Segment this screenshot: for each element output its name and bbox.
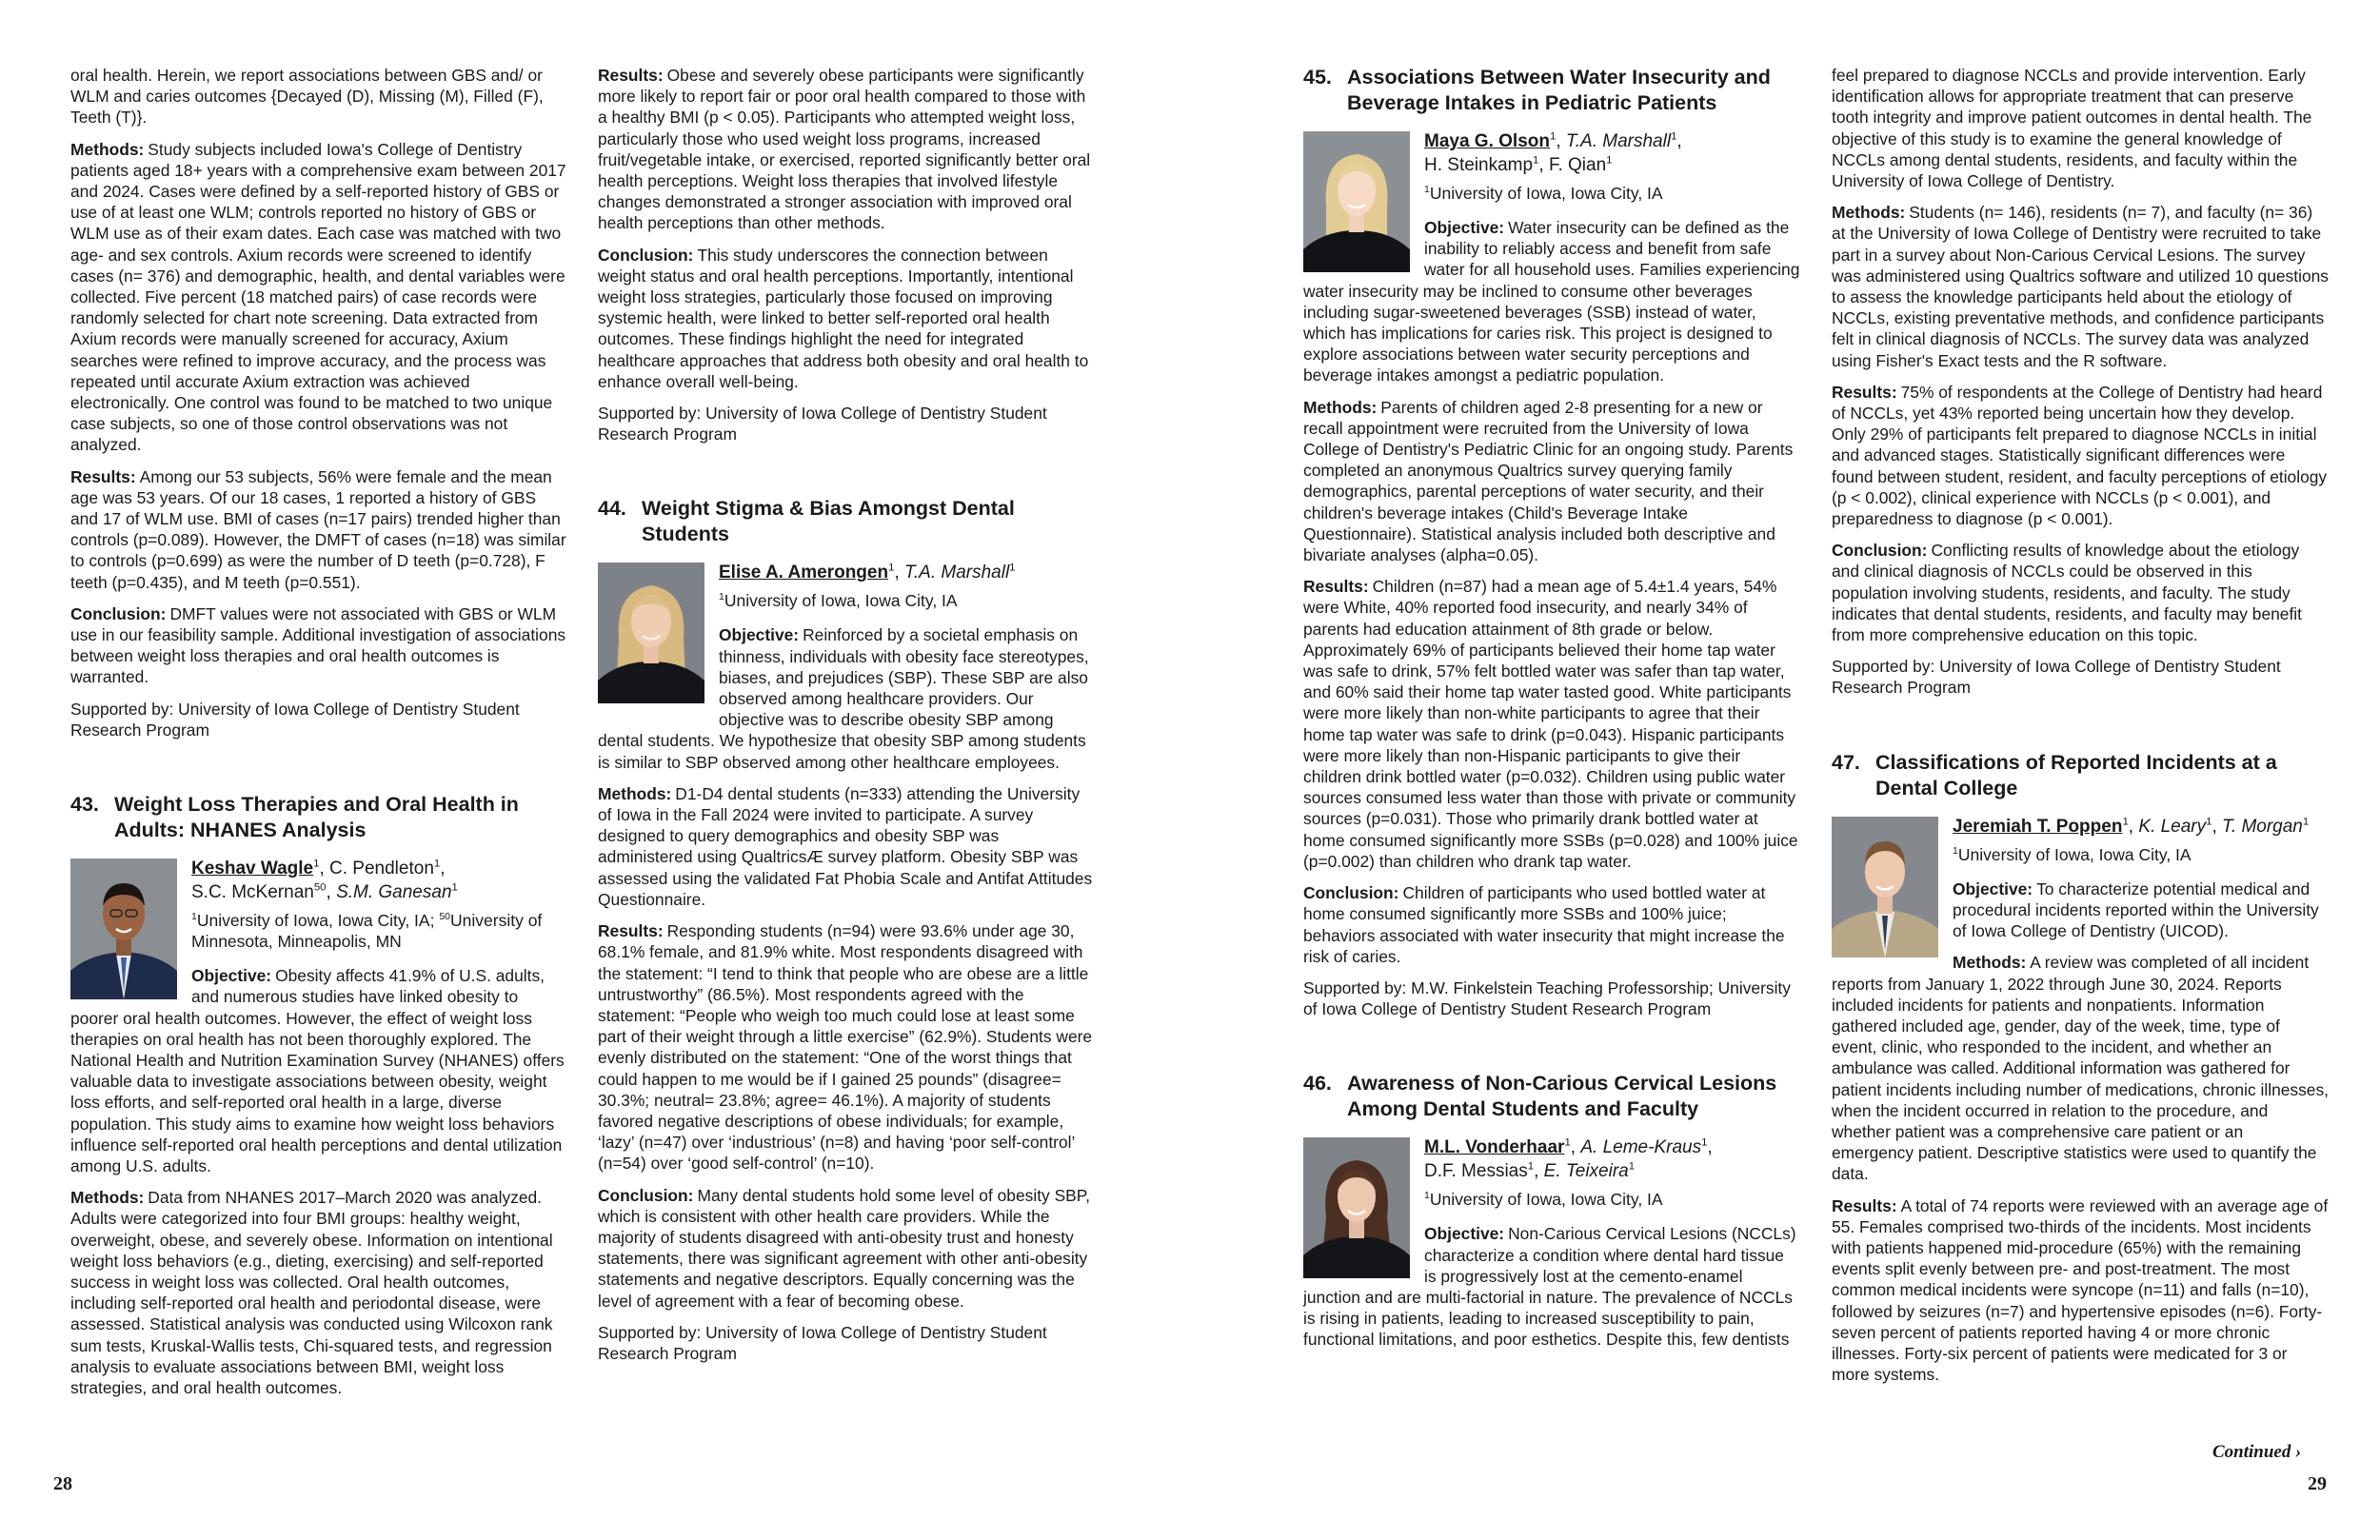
affiliation: $^1$University of Iowa, Iowa City, IA; $^{50}$University of Minnesota, Minneapolis, MN (191, 911, 543, 952)
supported-by: Supported by: University of Iowa College of Dentistry Student Research Program (1832, 657, 2281, 698)
paragraph-results: Results: Children (n=87) had a mean age of 5.4±1.4 years, 54% were White, 40% reported food insecurity, and nearly 34% of parents had education attainment of 8th grade or below. Approximately 69% of participants believed their home tap water was safe to drink, 57% felt bottled water was safer than tap water, and 60% said their home tap water tasted good. White participants were more likely than non-white participants to agree that their home tap water was safe to drink (p=0.043). Hispanic participants were more likely than non-Hispanic participants to give their children drink bottled water (p=0.032). Children using public water sources consumed less water than those with private or community sources (p=0.031). Those who primarily drank bottled water at home consumed significantly more SSBs (p=0.028) and 100% juice (p=0.002) than children who drank tap water. (1303, 577, 1798, 871)
conclusion-label: Conclusion: (1303, 883, 1399, 903)
author-list: Maya G. Olson$^1$, T.A. Marshall$^1$, H. Steinkamp$^1$, F. Qian$^1$ (1424, 130, 1682, 175)
methods-label: Methods: (70, 139, 145, 159)
paragraph-conclusion: Conclusion: DMFT values were not associated with GBS or WLM use in our feasibility sample. Additional investigation of associations between weight loss therapies and oral health outcomes is warranted. (70, 603, 566, 687)
presenting-author: M.L. Vonderhaar (1424, 1137, 1565, 1158)
abstract-title (1303, 1071, 1800, 1122)
author-block (598, 561, 1095, 772)
author-block (1832, 815, 2329, 942)
abstract-title-text: Classifications of Reported Incidents at a Dental College (1875, 750, 2277, 800)
author-list: Keshav Wagle$^1$, C. Pendleton$^1$, S.C. McKernan$^{50}$, S.M. Ganesan$^1$ (191, 858, 458, 903)
methods-label: Methods: (1953, 953, 2027, 973)
paragraph-methods: Methods: Study subjects included Iowa's College of Dentistry patients aged 18+ years with a comprehensive exam between 2017 and 2024. Cases were defined by a self-reported history of GBS or use of at least one WLM; controls reported no history of GBS or WLM use as of their exam dates. Each case was matched with two age- and sex controls. Axium records were screened to identify cases (n= 376) and demographic, health, and dental variables were collected. Five percent (18 matched pairs) of case records were randomly selected for chart note screening. Data extracted from Axium records were manually screened for accuracy, Axium searches were refined to improve accuracy, and the process was repeated until accurate Axium extraction was achieved electronically. One control was found to be matched to two unique case subjects, so one of those control observations was not analyzed. (70, 139, 566, 455)
paragraph-objective: Objective: Reinforced by a societal emphasis on thinness, individuals with obesity face stereotypes, biases, and prejudices (SBP). These SBP are also observed among healthcare providers. Our objective was to describe obesity SBP among dental students. We hypothesize that obesity SBP among students is similar to SBP observed among other healthcare employees. (598, 625, 1089, 772)
abstract-number: 46. (1303, 1072, 1332, 1096)
paragraph-conclusion: Conclusion: This study underscores the connection between weight status and oral health perceptions. Importantly, intentional weight loss strategies, particularly those focused on improving systemic health, were linked to better self-reported oral health outcomes. These findings highlight the need for integrated healthcare approaches that address both obesity and oral health to enhance overall well-being. (598, 245, 1089, 391)
column-3 (1303, 65, 1800, 1361)
conclusion-label: Conclusion: (598, 245, 694, 265)
objective-label: Objective: (1424, 1224, 1505, 1244)
portrait-image (70, 859, 177, 999)
results-label: Results: (70, 466, 136, 486)
results-label: Results: (1832, 382, 1897, 402)
supported-by: Supported by: University of Iowa College of Dentistry Student Research Program (598, 404, 1047, 444)
abstract-title-text: Associations Between Water Insecurity and Beverage Intakes in Pediatric Patients (1347, 66, 1771, 114)
paragraph-conclusion: Conclusion: Conflicting results of knowledge about the etiology and clinical diagnosis of NCCLs could be observed in this population involving students, residents, and faculty. The study indicates that dental students, residents, and faculty may benefit from more comprehensive education on this topic. (1832, 541, 2302, 645)
conclusion-label: Conclusion: (598, 1185, 694, 1205)
paragraph-objective: Objective: Non-Carious Cervical Lesions (NCCLs) characterize a condition where dental hard tissue is progressively lost at the cemento-enamel junction and are multi-factorial in nature. The prevalence of NCCLs is rising in patients, leading to increased susceptibility to pain, functional limitations, and poor esthetics. Despite this, few dentists (1303, 1224, 1796, 1350)
column-1 (70, 65, 567, 1409)
abstract-46 (1303, 1071, 1800, 1350)
presenting-author: Jeremiah T. Poppen (1953, 816, 2123, 837)
affiliation: $^1$University of Iowa, Iowa City, IA (719, 591, 958, 611)
results-label: Results: (598, 66, 664, 85)
abstract-title (1303, 65, 1800, 116)
methods-label: Methods: (70, 1188, 145, 1208)
paragraph-methods: Methods: Parents of children aged 2-8 presenting for a new or recall appointment were recruited from the University of Iowa College of Dentistry's Pediatric Clinic for an ongoing study. Parents completed an anonymous Qualtrics survey querying family demographics, parental perceptions of water security, and their children's beverage intakes (Child's Beverage Intake Questionnaire). Statistical analysis included both descriptive and bivariate analyses (alpha=0.05). (1303, 397, 1794, 565)
author-photo (1303, 1137, 1410, 1278)
author-block (1303, 129, 1800, 386)
supported-by: Supported by: M.W. Finkelstein Teaching Professorship; University of Iowa College of Dentistry Student Research Program (1303, 977, 1791, 1019)
objective-label: Objective: (719, 625, 800, 645)
column-2 (598, 65, 1095, 1374)
affiliation: $^1$University of Iowa, Iowa City, IA (1424, 184, 1663, 203)
abstract-47 (1832, 750, 2329, 1386)
paragraph-methods: Methods: A review was completed of all incident reports from January 1, 2022 through June 30, 2024. Reports included incidents for patients and nonpatients. Information gathered included age, gender, day of the week, time, type of event, clinic, who responded to the incident, and whether an ambulance was called. Additional information was gathered for patient incidents including number of medications, chronic illnesses, when the incident occurred in relation to the procedure, and whether patient was a comprehensive care patient or an emergency patient. Descriptive statistics were used to quantify the data. (1832, 953, 2329, 1184)
column-4 (1832, 65, 2329, 1395)
results-label: Results: (1303, 577, 1369, 597)
paragraph-methods: Methods: Data from NHANES 2017–March 2020 was analyzed. Adults were categorized into four BMI groups: healthy weight, overweight, obese, and severely obese. Information on intentional weight loss behaviors (e.g., dieting, exercising) and self-reported success in weight loss was collected. Oral health outcomes, including self-reported oral health and periodontal disease, were assessed. Statistical analysis was conducted using Wilcoxon rank sum tests, Kruskal-Wallis tests, Chi-squared tests, and regression analysis to evaluate associations between BMI, weight loss strategies, and oral health outcomes. (70, 1188, 553, 1397)
author-list: M.L. Vonderhaar$^1$, A. Leme-Kraus$^1$, D.F. Messias$^1$, E. Teixeira$^1$ (1424, 1136, 1713, 1182)
affiliation: $^1$University of Iowa, Iowa City, IA (1424, 1190, 1663, 1210)
author-photo (1303, 131, 1410, 272)
methods-label: Methods: (1303, 397, 1378, 417)
portrait-image (1832, 817, 1938, 958)
presenting-author: Elise A. Amerongen (719, 563, 889, 583)
objective-label: Objective: (191, 966, 272, 986)
presenting-author: Keshav Wagle (191, 859, 314, 879)
presenting-author: Maya G. Olson (1424, 131, 1550, 151)
author-photo (1832, 817, 1938, 958)
results-label: Results: (1832, 1195, 1897, 1215)
affiliation: $^1$University of Iowa, Iowa City, IA (1953, 844, 2192, 864)
paragraph-objective: Objective: Obesity affects 41.9% of U.S. adults, and numerous studies have linked obesity to poorer oral health outcomes. However, the effect of weight loss therapies on oral health has not been thoroughly explored. The National Health and Nutrition Examination Survey (NHANES) offers valuable data to investigate associations between obesity, weight loss efforts, and self-reported oral health in a large, diverse population. This study aims to examine how weight loss behaviors influence self-reported oral health perceptions and dental utilization among U.S. adults. (70, 966, 565, 1175)
portrait-image (1303, 131, 1410, 272)
paragraph-methods: Methods: Students (n= 146), residents (n= 7), and faculty (n= 36) at the University of Iowa College of Dentistry were recruited to take part in a survey about Non-Carious Cervical Lesions. The survey was administered using Qualtrics software and utilized 10 questions to assess the knowledge participants held about the etiology of NCCLs, existing preventative methods, and confidence participants felt in clinical diagnosis of NCCLs. The survey data was analyzed using Fisher's Exact tests and the R software. (1832, 203, 2329, 370)
paragraph-objective: Objective: Water insecurity can be defined as the inability to reliably access and benefit from safe water for all household uses. Families experiencing water insecurity may be inclined to consume other beverages including sugar-sweetened beverages (SSB) instead of water, which has implications for caries risk. This project is designed to explore associations between water security perceptions and beverage intakes amongst a pediatric population. (1303, 218, 1800, 385)
supported-by: Supported by: University of Iowa College of Dentistry Student Research Program (70, 699, 520, 740)
paragraph-results: Results: A total of 74 reports were reviewed with an average age of 55. Females comprised two-thirds of the incidents. Most incidents with patients happened mid-procedure (65%) with the remaining events split evenly between pre- and post-treatment. The most common medical incidents were syncope (n=11) and falls (n=10), followed by seizures (n=7) and hypertensive episodes (n=6). Forty-seven percent of patients reported having 4 or more chronic illnesses. Forty-six percent of patients were medicated for 3 or more systems. (1832, 1195, 2329, 1385)
abstract-44 (598, 496, 1095, 1364)
paragraph-conclusion: Conclusion: Many dental students hold some level of obesity SBP, which is consistent with other health care providers. While the majority of students disagreed with anti-obesity trust and honesty statements, there was significant agreement with other anti-obesity statements and negative descriptors. Equally concerning was the level of agreement with a fear of becoming obese. (598, 1185, 1090, 1311)
supported-by: Supported by: University of Iowa College of Dentistry Student Research Program (598, 1322, 1047, 1363)
abstract-title-text: Weight Stigma & Bias Amongst Dental Students (642, 497, 1015, 546)
methods-label: Methods: (598, 783, 672, 803)
abstract-number: 45. (1303, 66, 1332, 89)
paragraph-results: Results: 75% of respondents at the College of Dentistry had heard of NCCLs, yet 43% reported being uncertain how they develop. Only 29% of participants felt prepared to diagnose NCCLs in initial and advanced stages. Statistically significant differences were found between student, resident, and faculty perceptions of etiology (p < 0.002), clinical experience with NCCLs (p < 0.001), and preparedness to diagnose (p < 0.001). (1832, 382, 2328, 529)
paragraph-objective-continued: feel prepared to diagnose NCCLs and provide intervention. Early identification allows for appropriate treatment that can preserve tooth integrity and improve patient outcomes in dental health. The objective of this study is to examine the general knowledge of NCCLs among dental students, residents, and faculty within the University of Iowa College of Dentistry. (1832, 66, 2312, 191)
author-block (70, 857, 567, 1176)
abstract-title-text: Weight Loss Therapies and Oral Health in Adults: NHANES Analysis (114, 793, 519, 842)
objective-label: Objective: (1424, 218, 1505, 237)
page-number-right: 29 (2308, 1473, 2327, 1494)
paragraph-objective: Objective: To characterize potential medical and procedural incidents reported within the University of Iowa College of Dentistry (UICOD). (1953, 879, 2319, 941)
portrait-image (598, 563, 704, 703)
abstract-title (598, 496, 1095, 547)
conclusion-label: Conclusion: (1832, 541, 1928, 561)
abstract-number: 43. (70, 793, 99, 817)
author-photo (598, 563, 704, 703)
abstract-number: 47. (1832, 750, 1860, 774)
abstract-43 (70, 792, 567, 1398)
portrait-image (1303, 1137, 1410, 1278)
author-list: Jeremiah T. Poppen$^1$, K. Leary$^1$, T. Morgan$^1$ (1953, 816, 2310, 837)
objective-label: Objective: (1953, 879, 2033, 898)
abstract-title (1832, 750, 2329, 801)
page-number-left: 28 (53, 1473, 72, 1494)
paragraph-methods: Methods: D1-D4 dental students (n=333) attending the University of Iowa in the Fall 2024 were invited to participate. A survey designed to query demographics and obesity SBP was administered using QualtricsÆ survey platform. Obesity SBP was assessed using the validated Fat Phobia Scale and Antifat Attitudes Questionnaire. (598, 783, 1093, 909)
abstract-45 (1303, 65, 1800, 1019)
paragraph-conclusion: Conclusion: Children of participants who used bottled water at home consumed significantly more SSBs and 100% juice; behaviors associated with water insecurity that might increase the risk of caries. (1303, 883, 1785, 966)
paragraph-results: Results: Among our 53 subjects, 56% were female and the mean age was 53 years. Of our 18 cases, 1 reported a history of GBS and 17 of WLM use. BMI of cases (n=17 pairs) trended higher than controls (p=0.089). However, the DMFT of cases (n=18) was similar to controls (p=0.699) as were the number of D teeth (p=0.728), F teeth (p=0.435), and M teeth (p=0.551). (70, 466, 566, 592)
paragraph-intro: oral health. Herein, we report associations between GBS and/ or WLM and caries outcomes {Decayed (D), Missing (M), Filled (F), Teeth (T)}. (70, 66, 544, 128)
continued-indicator: Continued › (2212, 1442, 2302, 1462)
abstract-title-text: Awareness of Non-Carious Cervical Lesions Among Dental Students and Faculty (1347, 1072, 1777, 1121)
methods-label: Methods: (1832, 203, 1906, 223)
paragraph-results: Results: Obese and severely obese participants were significantly more likely to report fair or poor oral health compared to those with a healthy BMI (p < 0.05). Participants who attempted weight loss, particularly those who used weight loss programs, increased fruit/vegetable intake, or exercised, reported significantly better oral health perceptions. Weight loss therapies that involved lifestyle changes demonstrated a stronger association with improved oral health perceptions than other methods. (598, 66, 1091, 233)
abstract-title (70, 792, 567, 843)
author-block (1303, 1135, 1800, 1350)
results-label: Results: (598, 921, 664, 941)
paragraph-results: Results: Responding students (n=94) were 93.6% under age 30, 68.1% female, and 81.9% white. Most respondents disagreed with the statement: “I tend to think that people who are obese are a little untrustworthy” (86.5%). Most respondents agreed with the statement: “People who weigh too much could lose at least some part of their weight through a little exercise” (62.9%). Students were evenly distributed on the statement: “One of the worst things that could happen to me would be if I gained 25 pounds” (disagree= 30.3%; neutral= 23.8%; agree= 46.1%). A majority of students favored negative descriptions of obese individuals; for example, ‘lazy’ (n=47) over ‘industrious’ (n=8) and having ‘poor self-control’ (n=54) over ‘good self-control’ (n=10). (598, 921, 1093, 1174)
author-photo (70, 859, 177, 999)
abstract-number: 44. (598, 497, 626, 521)
author-list: Elise A. Amerongen$^1$, T.A. Marshall$^1$ (719, 563, 1016, 583)
conclusion-label: Conclusion: (70, 603, 167, 623)
